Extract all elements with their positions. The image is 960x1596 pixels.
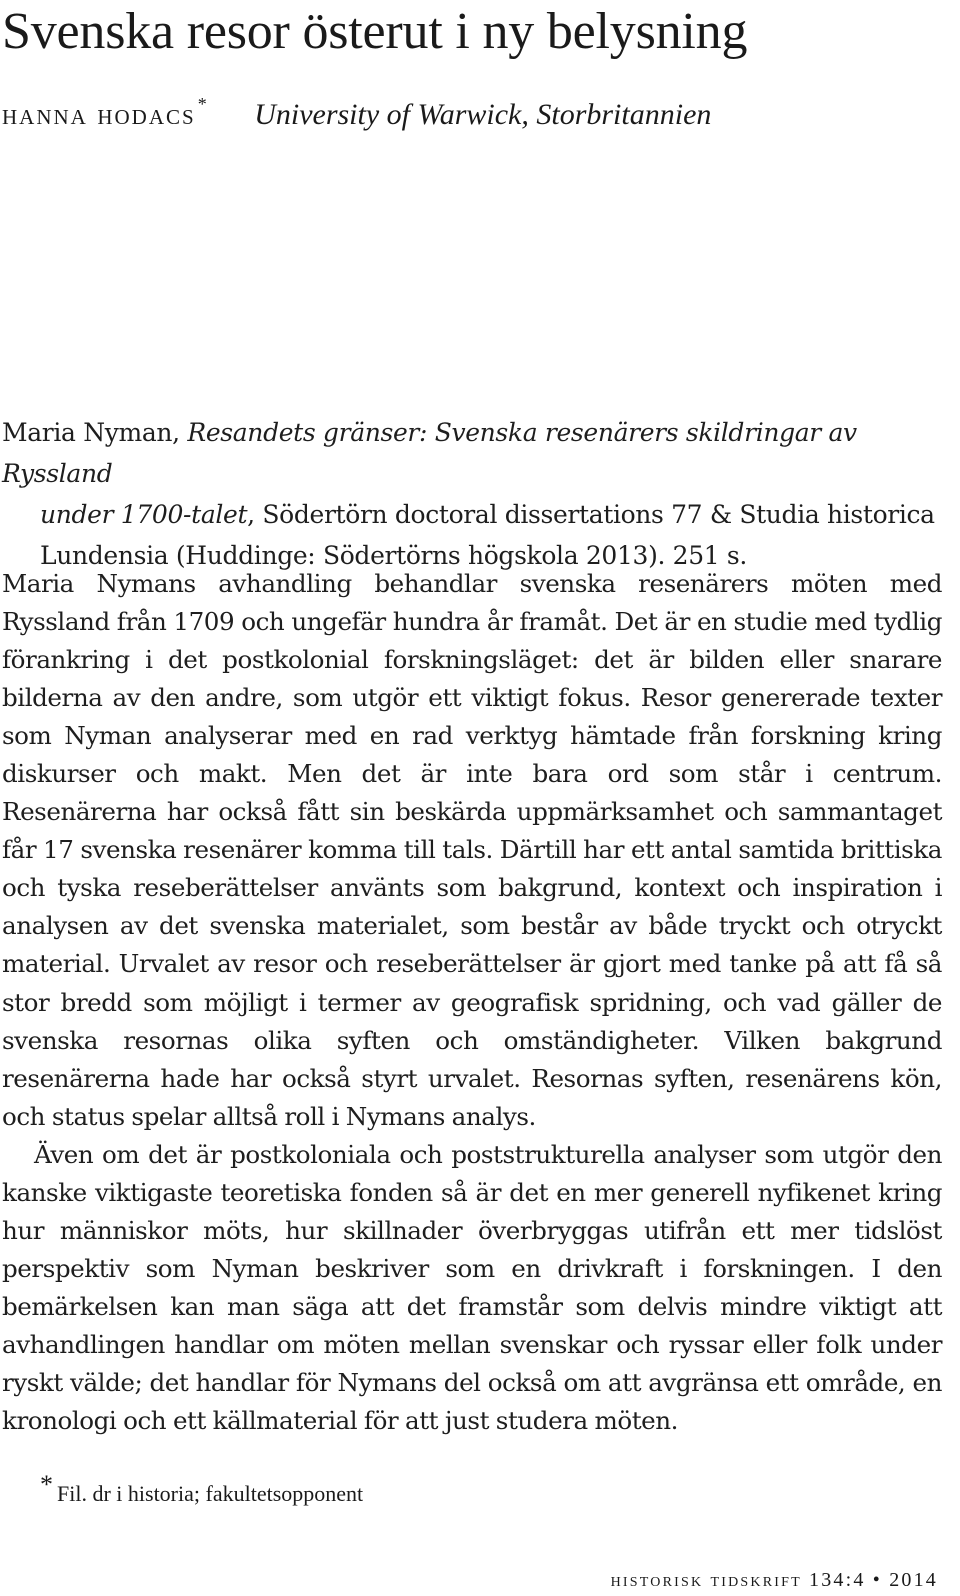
reviewed-book-citation [2,412,942,576]
review-body [2,565,942,1440]
author-affiliation: University of Warwick, Storbritannien [254,98,712,131]
journal-running-footer: historisk tidskrift 134:4 • 2014 [610,1569,938,1591]
body-paragraph: Maria Nymans avhandling behandlar svenska resenärers möten med Ryssland från 1709 och ungefär hundra år framåt. Det är en studie med tydlig förankring i det postkolonial forskningsläget: det är bilden eller snarare bilderna av den andre, som utgör ett viktigt fokus. Resor genererade texter som Nyman analyserar med en rad verktyg hämtade från forskning kring diskurser och makt. Men det är inte bara ord som står i centrum. Resenärerna har också fått sin beskärda uppmärksamhet och sammantaget får 17 svenska resenärer komma till tals. Därtill har ett antal samtida brittiska och tyska reseberättelser använts som bakgrund, kontext och inspiration i analysen av det svenska materialet, som består av både tryckt och otryckt material. Urvalet av resor och reseberättelser är gjort med tanke på att få så stor bredd som möjligt i termer av geografisk spridning, och vad gäller de svenska resornas olika syften och omständigheter. Vilken bakgrund resenärerna hade har också styrt urvalet. Resornas syften, resenärens kön, och status spelar alltså roll i Nymans analys. [2,569,942,1131]
footnote-mark: * [40,1470,53,1499]
footnote-text: Fil. dr i historia; fakultetsopponent [57,1481,364,1506]
body-paragraph: Även om det är postkoloniala och poststrukturella analyser som utgör den kanske viktigaste teoretiska fonden så är det en mer generell nyfikenet kring hur människor möts, hur skillnader överbryggas utifrån ett mer tidslöst perspektiv som Nyman beskriver som en drivkraft i forskningen. I den bemärkelsen kan man säga att det framstår som delvis mindre viktigt att avhandlingen handlar om möten mellan svenskar och ryssar eller folk under ryskt välde; det handlar för Nymans del också om att avgränsa ett område, en kronologi och ett källmaterial för att just studera möten. [2,1139,942,1436]
byline [2,82,711,137]
citation-author: Maria Nyman, [2,418,188,447]
author-name: hanna hodacs [2,98,196,131]
citation-title: Resandets gränser: Svenska resenärers skildringar av Ryssland [2,418,857,488]
citation-publication-details: , Södertörn doctoral dissertations 77 & Studia historica Lundensia (Huddinge: Södertörns högskola 2013). 251 s. [40,500,935,570]
article-title: Svenska resor österut i ny belysning [2,3,748,60]
author-footnote-mark: * [197,94,207,114]
footnote [40,1468,363,1511]
citation-title-continued: under 1700-talet [40,500,248,529]
citation-continuation [2,494,942,576]
